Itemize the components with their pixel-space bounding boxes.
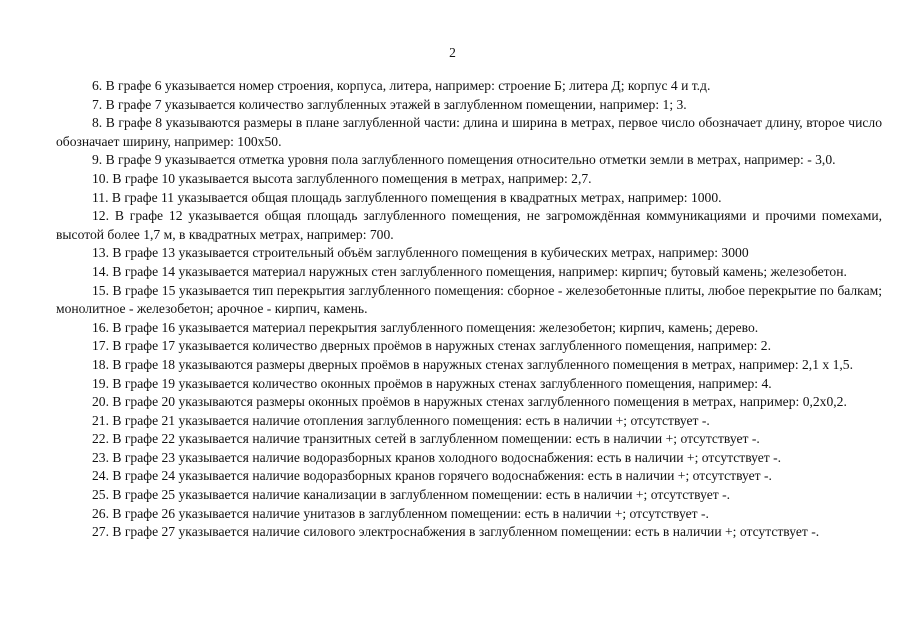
- paragraph-18: 18. В графе 18 указываются размеры дверных проёмов в наружных стенах заглубленного помещения в метрах, например: 2,1 х 1,5.: [92, 356, 853, 372]
- paragraph-22: 22. В графе 22 указывается наличие транзитных сетей в заглубленном помещении: есть в наличии +; отсутствует -.: [92, 431, 760, 447]
- paragraph-12: 12. В графе 12 указывается общая площадь заглубленного помещения, не загромождённая коммуникациями и прочими помехами, высотой более 1,7 м, в квадратных метрах, например: 700.: [56, 208, 882, 242]
- paragraph-13: 13. В графе 13 указывается строительный объём заглубленного помещения в кубических метрах, например: 3000: [92, 245, 749, 261]
- paragraph-21: 21. В графе 21 указывается наличие отопления заглубленного помещения: есть в наличии +; отсутствует -.: [92, 412, 710, 428]
- paragraph-25: 25. В графе 25 указывается наличие канализации в заглубленном помещении: есть в наличии +; отсутствует -.: [92, 487, 731, 503]
- paragraph-20: 20. В графе 20 указываются размеры оконных проёмов в наружных стенах заглубленного помещения в метрах, например: 0,2х0,2.: [92, 394, 847, 410]
- paragraph-11: 11. В графе 11 указывается общая площадь заглубленного помещения в квадратных метрах, например: 1000.: [92, 189, 722, 205]
- paragraph-26: 26. В графе 26 указывается наличие унитазов в заглубленном помещении: есть в наличии +; отсутствует -.: [92, 505, 709, 521]
- document-body: [56, 77, 882, 542]
- paragraph-27: 27. В графе 27 указывается наличие силового электроснабжения в заглубленном помещении: есть в наличии +; отсутствует -.: [92, 524, 820, 540]
- paragraph-24: 24. В графе 24 указывается наличие водоразборных кранов горячего водоснабжения: есть в наличии +; отсутствует -.: [92, 468, 772, 484]
- paragraph-14: 14. В графе 14 указывается материал наружных стен заглубленного помещения, например: кирпич; бутовый камень; железобетон.: [92, 263, 847, 279]
- paragraph-17: 17. В графе 17 указывается количество дверных проёмов в наружных стенах заглубленного помещения, например: 2.: [92, 338, 771, 354]
- paragraph-23: 23. В графе 23 указывается наличие водоразборных кранов холодного водоснабжения: есть в наличии +; отсутствует -.: [92, 449, 782, 465]
- paragraph-15: 15. В графе 15 указывается тип перекрытия заглубленного помещения: сборное - железобетонные плиты, любое перекрытие по балкам; монолитное - железобетон; арочное - кирпич, камень.: [56, 282, 882, 317]
- paragraph-7: 7. В графе 7 указывается количество заглубленных этажей в заглубленном помещении, например: 1; 3.: [92, 96, 687, 112]
- paragraph-9: 9. В графе 9 указывается отметка уровня пола заглубленного помещения относительно отметки земли в метрах, например: - 3,0.: [92, 152, 836, 168]
- paragraph-6: 6. В графе 6 указывается номер строения, корпуса, литера, например: строение Б; литера Д; корпус 4 и т.д.: [92, 78, 711, 93]
- paragraph-19: 19. В графе 19 указывается количество оконных проёмов в наружных стенах заглубленного помещения, например: 4.: [92, 375, 772, 391]
- page-number: 2: [449, 45, 456, 60]
- paragraph-10: 10. В графе 10 указывается высота заглубленного помещения в метрах, например: 2,7.: [92, 170, 592, 186]
- paragraph-8: 8. В графе 8 указываются размеры в плане заглубленной части: длина и ширина в метрах, первое число обозначает длину, второе число обозначает ширину, например: 100х50.: [56, 115, 882, 149]
- paragraph-16: 16. В графе 16 указывается материал перекрытия заглубленного помещения: железобетон; кирпич, камень; дерево.: [92, 319, 759, 335]
